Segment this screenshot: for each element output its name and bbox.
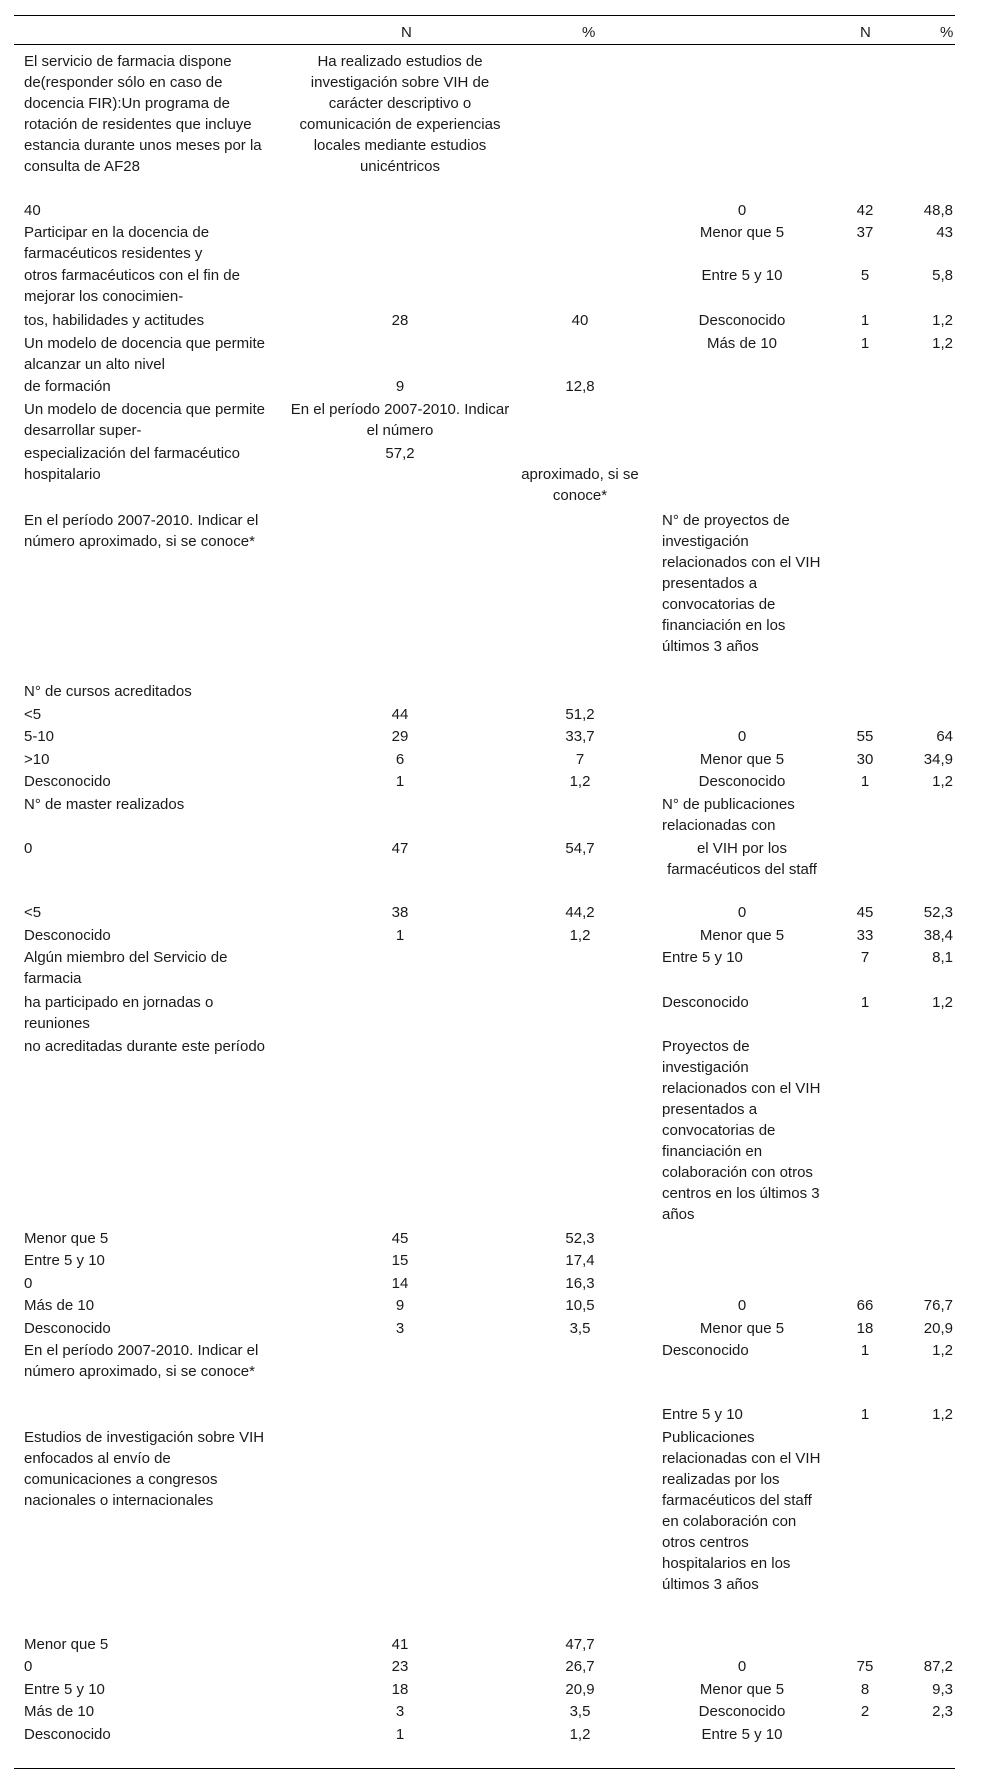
table-cell-r32-c1: Entre 5 y 10	[24, 1681, 105, 1698]
table-cell-r22-c1: Menor que 5	[24, 1230, 109, 1247]
table-cell-r29-c4: Publicaciones relacionadas con el VIH realizadas por los farmacéuticos del staff en colaboración con otros centros hospitalarios en los últimos 3 años	[662, 1429, 821, 1593]
table-cell-r31-c5: 75	[856, 1658, 874, 1675]
table-cell-r18-c1: Desconocido	[24, 927, 111, 944]
table-cell-r3-c5: 5	[860, 267, 870, 284]
table-cell-r16-c4: el VIH por los farmacéuticos del staff	[667, 840, 817, 878]
table-cell-r25-c1: Más de 10	[24, 1297, 95, 1314]
table-cell-r30-c3: 47,7	[565, 1636, 595, 1653]
table-cell-r26-c2: 3	[395, 1320, 405, 1337]
table-cell-r17-c5: 45	[856, 904, 874, 921]
table-cell-r2-c6: 43	[936, 224, 953, 241]
table-cell-r19-c1: Algún miembro del Servicio de farmacia	[24, 949, 228, 987]
table-cell-r27-c5: 1	[860, 1342, 870, 1359]
table-cell-r8-c2: 57,2	[385, 445, 415, 462]
table-cell-r5-c5: 1	[860, 335, 870, 352]
table-cell-r32-c6: 9,3	[932, 1681, 953, 1698]
table-cell-r31-c2: 23	[391, 1658, 409, 1675]
table-cell-r22-c2: 45	[391, 1230, 409, 1247]
table-cell-r20-c5: 1	[860, 994, 870, 1011]
table-cell-r13-c3: 7	[575, 751, 585, 768]
table-cell-r0-c2: Ha realizado estudios de investigación sobre VIH de carácter descriptivo o comunicación de experiencias locales mediante estudios unicéntricos	[299, 53, 501, 175]
table-cell-r25-c6: 76,7	[923, 1297, 953, 1314]
table-cell-r26-c6: 20,9	[923, 1320, 953, 1337]
table-cell-r27-c4: Desconocido	[662, 1342, 749, 1359]
table-cell-r34-c4: Entre 5 y 10	[701, 1726, 783, 1743]
header-rule	[14, 44, 955, 45]
table-cell-r8-c3: aproximado, si se conoce*	[521, 466, 639, 504]
table-cell-r10-c1: N° de cursos acreditados	[24, 683, 192, 700]
table-cell-r27-c6: 1,2	[932, 1342, 953, 1359]
table-cell-r32-c5: 8	[860, 1681, 870, 1698]
table-cell-r22-c3: 52,3	[565, 1230, 595, 1247]
table-cell-r13-c5: 30	[856, 751, 874, 768]
table-cell-r9-c1: En el período 2007-2010. Indicar el número aproximado, si se conoce*	[24, 512, 259, 550]
table-cell-r14-c4: Desconocido	[698, 773, 786, 790]
table-cell-r34-c1: Desconocido	[24, 1726, 111, 1743]
table-cell-r16-c2: 47	[391, 840, 409, 857]
table-cell-r32-c3: 20,9	[565, 1681, 595, 1698]
table-cell-r12-c2: 29	[391, 728, 409, 745]
table-cell-r28-c4: Entre 5 y 10	[662, 1406, 743, 1423]
table-cell-r13-c4: Menor que 5	[699, 751, 785, 768]
table-cell-r25-c2: 9	[395, 1297, 405, 1314]
table-cell-r2-c4: Menor que 5	[699, 224, 785, 241]
table-cell-r31-c4: 0	[737, 1658, 747, 1675]
table-cell-r4-c4: Desconocido	[698, 312, 786, 329]
table-cell-r12-c1: 5-10	[24, 728, 55, 745]
table-cell-r0-c1: El servicio de farmacia dispone de(responder sólo en caso de docencia FIR):Un programa de rotación de residentes que incluye estancia durante unos meses por la consulta de AF28	[24, 53, 262, 175]
header-n-1: N	[401, 24, 412, 41]
table-cell-r14-c2: 1	[395, 773, 405, 790]
table-cell-r20-c4: Desconocido	[662, 994, 749, 1011]
table-cell-r1-c5: 42	[856, 202, 874, 219]
table-cell-r33-c4: Desconocido	[698, 1703, 786, 1720]
table-cell-r18-c3: 1,2	[569, 927, 591, 944]
table-cell-r16-c1: 0	[24, 840, 33, 857]
table-cell-r30-c1: Menor que 5	[24, 1636, 109, 1653]
table-cell-r12-c6: 64	[936, 728, 953, 745]
table-cell-r13-c2: 6	[395, 751, 405, 768]
table-cell-r18-c6: 38,4	[923, 927, 953, 944]
table-cell-r33-c5: 2	[860, 1703, 870, 1720]
table-cell-r24-c1: 0	[24, 1275, 33, 1292]
table-cell-r33-c1: Más de 10	[24, 1703, 95, 1720]
table-cell-r27-c1: En el período 2007-2010. Indicar el número aproximado, si se conoce*	[24, 1342, 259, 1380]
table-cell-r25-c4: 0	[737, 1297, 747, 1314]
table-cell-r12-c5: 55	[856, 728, 874, 745]
table-cell-r4-c3: 40	[571, 312, 589, 329]
table-cell-r26-c4: Menor que 5	[699, 1320, 785, 1337]
table-cell-r3-c6: 5,8	[932, 267, 953, 284]
table-cell-r17-c3: 44,2	[565, 904, 595, 921]
table-cell-r7-c2: En el período 2007-2010. Indicar el número	[290, 401, 510, 439]
table-cell-r19-c5: 7	[860, 949, 870, 966]
table-cell-r17-c6: 52,3	[923, 904, 953, 921]
table-cell-r18-c5: 33	[856, 927, 874, 944]
table-cell-r2-c5: 37	[856, 224, 874, 241]
table-cell-r4-c6: 1,2	[932, 312, 953, 329]
table-cell-r31-c6: 87,2	[923, 1658, 953, 1675]
table-cell-r21-c4: Proyectos de investigación relacionados con el VIH presentados a convocatorias de financiación en colaboración con otros centros en los últimos 3 años	[662, 1038, 821, 1223]
table-cell-r25-c5: 66	[856, 1297, 874, 1314]
table-cell-r19-c4: Entre 5 y 10	[662, 949, 743, 966]
table-cell-r24-c2: 14	[391, 1275, 409, 1292]
header-percent-2: %	[940, 24, 954, 41]
table-cell-r32-c4: Menor que 5	[699, 1681, 785, 1698]
table-cell-r17-c2: 38	[391, 904, 409, 921]
table-cell-r23-c2: 15	[391, 1252, 409, 1269]
table-cell-r17-c1: <5	[24, 904, 42, 921]
table-cell-r1-c4: 0	[737, 202, 747, 219]
table-cell-r33-c6: 2,3	[932, 1703, 953, 1720]
table-cell-r11-c2: 44	[391, 706, 409, 723]
table-cell-r26-c5: 18	[856, 1320, 874, 1337]
table-cell-r6-c1: de formación	[24, 378, 111, 395]
table-cell-r5-c6: 1,2	[932, 335, 953, 352]
table-cell-r20-c6: 1,2	[932, 994, 953, 1011]
table-cell-r7-c1: Un modelo de docencia que permite desarrollar super-	[24, 401, 265, 439]
table-cell-r5-c4: Más de 10	[706, 335, 778, 352]
table-cell-r14-c6: 1,2	[932, 773, 953, 790]
table-cell-r13-c6: 34,9	[923, 751, 953, 768]
table-cell-r31-c1: 0	[24, 1658, 33, 1675]
header-n-2: N	[860, 24, 871, 41]
table-cell-r14-c5: 1	[860, 773, 870, 790]
header-percent-1: %	[582, 24, 596, 41]
table-cell-r8-c1: especialización del farmacéutico hospitalario	[24, 445, 240, 483]
table-cell-r13-c1: >10	[24, 751, 50, 768]
table-top-rule	[14, 15, 955, 16]
table-cell-r5-c1: Un modelo de docencia que permite alcanzar un alto nivel	[24, 335, 265, 373]
table-cell-r28-c6: 1,2	[932, 1406, 953, 1423]
table-cell-r31-c3: 26,7	[565, 1658, 595, 1675]
table-cell-r18-c4: Menor que 5	[699, 927, 785, 944]
table-cell-r1-c6: 48,8	[923, 202, 953, 219]
table-bottom-rule	[14, 1768, 955, 1769]
table-cell-r21-c1: no acreditadas durante este período	[24, 1038, 266, 1055]
table-cell-r14-c1: Desconocido	[24, 773, 111, 790]
table-cell-r15-c4: N° de publicaciones relacionadas con	[662, 796, 795, 834]
table-cell-r1-c1: 40	[24, 202, 41, 219]
table-cell-r15-c1: N° de master realizados	[24, 796, 185, 813]
table-cell-r3-c1: otros farmacéuticos con el fin de mejorar los conocimien-	[24, 267, 240, 305]
table-cell-r6-c3: 12,8	[565, 378, 595, 395]
table-cell-r34-c3: 1,2	[569, 1726, 591, 1743]
table-cell-r17-c4: 0	[737, 904, 747, 921]
table-cell-r6-c2: 9	[395, 378, 405, 395]
table-cell-r4-c1: tos, habilidades y actitudes	[24, 312, 205, 329]
table-cell-r33-c2: 3	[395, 1703, 405, 1720]
table-cell-r33-c3: 3,5	[569, 1703, 591, 1720]
table-cell-r32-c2: 18	[391, 1681, 409, 1698]
table-cell-r23-c1: Entre 5 y 10	[24, 1252, 105, 1269]
table-cell-r12-c3: 33,7	[565, 728, 595, 745]
table-cell-r9-c4: N° de proyectos de investigación relacionados con el VIH presentados a convocatorias de financiación en los últimos 3 años	[662, 512, 821, 655]
table-cell-r29-c1: Estudios de investigación sobre VIH enfocados al envío de comunicaciones a congresos nacionales o internacionales	[24, 1429, 265, 1509]
table-cell-r24-c3: 16,3	[565, 1275, 595, 1292]
table-cell-r34-c2: 1	[395, 1726, 405, 1743]
table-cell-r3-c4: Entre 5 y 10	[701, 267, 783, 284]
table-cell-r11-c3: 51,2	[565, 706, 595, 723]
table-cell-r19-c6: 8,1	[932, 949, 953, 966]
table-cell-r12-c4: 0	[737, 728, 747, 745]
table-cell-r2-c1: Participar en la docencia de farmacéuticos residentes y	[24, 224, 210, 262]
table-cell-r20-c1: ha participado en jornadas o reuniones	[24, 994, 214, 1032]
table-cell-r30-c2: 41	[391, 1636, 409, 1653]
table-cell-r26-c1: Desconocido	[24, 1320, 111, 1337]
table-cell-r11-c1: <5	[24, 706, 42, 723]
table-cell-r4-c2: 28	[391, 312, 409, 329]
table-cell-r23-c3: 17,4	[565, 1252, 595, 1269]
table-cell-r16-c3: 54,7	[565, 840, 595, 857]
table-cell-r25-c3: 10,5	[565, 1297, 595, 1314]
table-cell-r18-c2: 1	[395, 927, 405, 944]
table-cell-r28-c5: 1	[860, 1406, 870, 1423]
table-cell-r14-c3: 1,2	[569, 773, 591, 790]
table-cell-r26-c3: 3,5	[569, 1320, 591, 1337]
table-cell-r4-c5: 1	[860, 312, 870, 329]
